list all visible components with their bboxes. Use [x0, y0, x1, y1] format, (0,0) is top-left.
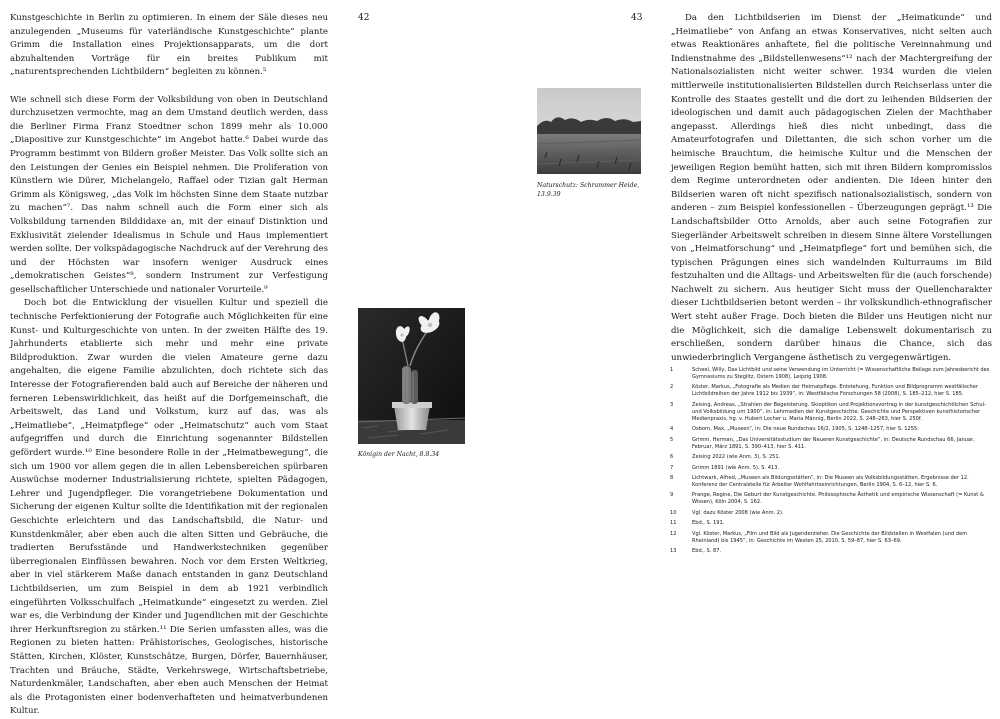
- heath-landscape-photo: [537, 88, 641, 174]
- footnote: [670, 520, 992, 527]
- footnote: [670, 426, 992, 433]
- heath-photo-caption: Naturschutz: Schrammer Heide, 13.9.39: [537, 182, 640, 198]
- footnote-number: 10: [670, 509, 677, 516]
- footnote-text: Prange, Regine, Die Geburt der Kunstgeschichte. Philosophische Ästhetik und empirische Wissenschaft (= Kunst & Wissen), Köln 2004, S. 162.: [692, 492, 984, 506]
- footnote-text: Grimm 1891 (wie Anm. 5), S. 413.: [692, 464, 780, 471]
- footnote-number: 6: [670, 454, 674, 461]
- right-body-text: [671, 12, 992, 365]
- right-page-number: 43: [631, 13, 643, 23]
- footnote: [670, 384, 992, 398]
- footnote-text: Scheel, Willy, Das Lichtbild und seine Verwendung im Unterricht (= Wissenschaftliche Beilage zum Jahresbericht des Gymnasiums zu Steglitz, Ostern 1908), Leipzig 1908.: [692, 367, 990, 380]
- right-page: [500, 0, 1000, 604]
- footnote-text: Köster, Markus, „Fotografie als Medien der Heimatpflege. Entstehung, Funktion und Bildprogramm westfälischer Lichtbildreihen der Jahre 1912 bis 1939“, in: Westfälische Forschungen 58 (2008), S. 185–212, hier S. 185.: [692, 384, 978, 398]
- cactus-photo-caption: Königin der Nacht, 8.8.34: [358, 451, 440, 458]
- cactus-photo: [358, 308, 465, 444]
- footnote: [670, 548, 992, 555]
- footnote-number: 12: [670, 530, 677, 537]
- footnote-number: 11: [670, 520, 677, 527]
- footnote: [670, 492, 992, 506]
- left-body-text: [10, 12, 328, 719]
- left-page: [0, 0, 500, 717]
- footnote: [670, 475, 992, 489]
- footnote: [670, 402, 992, 423]
- footnote-number: 8: [670, 475, 674, 482]
- footnote-text: Vgl. Köster, Markus, „Film und Bild als Jugenderzieher. Die Geschichte der Bildstellen in Westfalen (und dem Rheinland) bis 1945“, in: Geschichte im Westen 25, 2010, S. 59–87, hier S. 63–69.: [692, 530, 968, 544]
- footnote-number: 1: [670, 367, 674, 373]
- footnote-text: Lichtwark, Alfred, „Museen als Bildungsstätten“, in: Die Museen als Volksbildungsstätten. Ergebnisse der 12. Konferenz der Centralstelle für Arbeiter Wohlfahrtseinrichtungen, Berlin 1904, S. 6–12, hier S. 6.: [692, 475, 969, 488]
- footnote-text: Ebd., S. 87.: [692, 548, 722, 555]
- left-page-number: 42: [358, 13, 370, 23]
- footnote-text: Zeising 2022 (wie Anm. 3), S. 251.: [692, 454, 781, 461]
- footnote-number: 9: [670, 492, 674, 499]
- footnote-text: Ebd., S. 191.: [692, 520, 725, 527]
- footnote-number: 2: [670, 384, 674, 391]
- left-paragraph-1: Kunstgeschichte in Berlin zu optimieren. In einem der Säle dieses neu anzulegenden „Museums für vaterländische Kunstgeschichte“ plante Grimm die Installation eines Projektionsapparats, um die dort abzuhaltenden Vorträge für ein breites Publikum mit „naturentsprechenden Lichtbildern“ begleiten zu können.⁵: [10, 13, 328, 78]
- footnote-text: Zeising, Andreas, „Strahlen der Begeisterung. Skioptikon und Projektionsvortrag in der kunstgeschichtlichen Schul- und Volksbildung um 1900“, in: Lehrmedien der Kunstgeschichte. Geschichte und Perspektiven kunsthistorischer Medienpraxis, hg. v. Hubert Locher u. Maria Männig, Berlin 2022, S. 248–263, hier S. 250f.: [692, 401, 986, 422]
- left-paragraph-3: Doch bot die Entwicklung der visuellen Kultur und speziell die technische Perfektionierung der Fotografie auch Möglichkeiten für eine Kunst- und Kulturgeschichte von unten. In der zweiten Hälfte des 19. Jahrhunderts etablierte sich mehr und mehr eine private Bildproduktion. Zwar wurden die vielen Amateure gerne dazu angehalten, die eigene Familie abzulichten, doch richtete sich das Interesse der Fotografierenden bald auch auf Bereiche der näheren und ferneren Lebenswirklichkeit, das heißt auf die Dorfgemeinschaft, die Arbeitswelt, das Land und Volkstum, kurz auf das, was als „Heimatliebe“, „Heimatpflege“ oder „Heimatschutz“ auch vom Staat aufgegriffen und durch die Einrichtung sogenannter Bildstellen gefördert wurde.¹⁰ Eine besondere Rolle in der „Heimatbewegung“, die sich um 1900 vor allem gegen die in allen Lebensbereichen spürbaren Auswüchse moderner Industrialisierung richtete, spielten Pädagogen, Lehrer und Jugendpfleger. Die vorangetriebene Dokumentation und Sicherung der eigenen Kultur sollte die Identifikation mit der regionalen Geschichte erleichtern und das Landschaftsbild, die Natur- und Kunstdenkmäler, aber eben auch die alten Sitten und Gebräuche, die tradierten Berufsstände und Handwerkstechniken gegenüber überregionalen Einflüssen bewahren. Noch vor dem Ersten Weltkrieg, aber in viel stärkerem Maße danach entstanden in ganz Deutschland Lichtbildserien, um zum Beispiel in dem ab 1921 verbindlich eingeführten Volksschulfach „Heimatkunde“ eingesetzt zu werden. Ziel war es, die Verbindung der Kinder und Jugendlichen mit der Geschichte ihrer Herkunftsregion zu stärken.¹¹ Die Serien umfassten alles, was die Regionen zu bieten hatten: Prähistorisches, Geologisches, historische Stätten, Kirchen, Klöster, Kunstschätze, Burgen, Dörfer, Bauernhäuser, Trachten und Bräuche, Städte, Verkehrswege, Wirtschaftsbetriebe, Naturdenkmäler, Landschaften, aber eben auch Menschen der Heimat als die Protagonisten einer bodenverhafteten und heimatverbundenen Kultur.: [10, 298, 328, 717]
- footnote-text: Vgl. dazu Köster 2008 (wie Anm. 2).: [692, 509, 784, 516]
- left-paragraph-2: Wie schnell sich diese Form der Volksbildung von oben in Deutschland durchzusetzen vermochte, mag an dem Umstand deutlich werden, dass die Berliner Firma Franz Stoedtner schon 1899 mehr als 10.000 „Diapositive zur Kunstgeschichte“ im Angebot hatte.⁶ Dabei wurde das Programm bestimmt von Bildern großer Meister. Das Volk sollte sich an den Leistungen der Genies ein Beispiel nehmen. Die Proliferation von Künstlern wie Dürer, Michelangelo, Raffael oder Tizian galt Herman Grimm als Königsweg, „das Volk im höchsten Sinne dem Staate nutzbar zu machen“⁷. Das nahm schnell auch die Form einer sich als Volksbildung tarnenden Bilddidaxe an, mit der einauf Distinktion und Exklusivität zielender Idealismus in Schule und Haus implementiert werden sollte. Der volkspädagogische Nachdruck auf der Verehrung des und der Höchsten war insofern weniger Ausdruck eines „demokratischen Geistes“⁸, sondern Instrument zur Verfestigung gesellschaftlicher Unterschiede und nationaler Vorurteile.⁹: [10, 94, 328, 295]
- footnote-number: 5: [670, 436, 674, 443]
- footnote: [670, 367, 992, 381]
- right-paragraph-1: Da den Lichtbildserien im Dienst der „Heimatkunde“ und „Heimatliebe“ von Anfang an etwas Konservatives, nicht selten auch etwas Reaktionäres anhaftete, fiel die politische Vereinnahmung und Indienstnahme des „Bildstellenwesens“¹² nach der Machtergreifung der Nationalsozialisten nicht weiter schwer. 1934 wurden die vielen mittlerweile institutionalisierten Bildstellen durch Reichserlass unter die Kontrolle des Staates gestellt und die dort zu leihenden Bildserien der ideologischen und damit auch pädagogischen Zielen der Machthaber angepasst. Allerdings hieß dies nicht unbedingt, dass die Amateurfotografen und Dilettanten, die sich schon vorher um die heimische Brauchtum, die heimische Kultur und die Menschen der jeweiligen Region bemüht hatten, sich mit ihren Bildern kompromisslos dem Regime unterordneten oder andienten. Die Ideen hinter den Bildserien waren oft nicht spezifisch nationalsozialistisch, sondern von anderen – zum Beispiel konfessionellen – Überzeugungen geprägt.¹³ Die Landschaftsbilder Otto Arnolds, aber auch seine Fotografien zur Siegerländer Arbeitswelt schreiben in diesem Sinne ältere Vorstellungen von „Heimatforschung“ und „Heimatpflege“ fort und bemühen sich, die typischen Prägungen eines sich wandelnden Kulturraums im Bild festzuhalten und die Alltags- und Arbeitswelten für die (auch forschende) Nachwelt zu sichern. Aus heutiger Sicht muss der Quellencharakter dieser Lichtbildserien betont werden – ihr volkskundlich-ethnografischer Wert steht außer Frage. Doch bieten die Bilder uns Heutigen nicht nur die Möglichkeit, sich die damalige Lebenswelt dokumentarisch zu erschließen, sondern darüber hinaus die Chance, sich das unwiederbringlich Vergangene ästhetisch zu vergegenwärtigen.: [671, 13, 992, 363]
- footnote-number: 13: [670, 548, 677, 555]
- footnote-text: Osborn, Max, „Museen“, in: Die neue Rundschau 16/2, 1905, S. 1248–1257, hier S. 1255.: [692, 426, 919, 433]
- footnote: [670, 437, 992, 451]
- footnote-number: 4: [670, 426, 674, 433]
- footnotes: [670, 367, 992, 559]
- footnote-number: 3: [670, 401, 674, 408]
- footnote-number: 7: [670, 464, 674, 471]
- footnote: [670, 454, 992, 461]
- footnote: [670, 510, 992, 517]
- footnote: [670, 531, 992, 545]
- footnote: [670, 465, 992, 472]
- footnote-text: Grimm, Herman, „Das Universitätsstudium der Neueren Kunstgeschichte“, in: Deutsche Rundschau 66, Januar, Februar, März 1891, S. 390–413, hier S. 411.: [692, 436, 975, 450]
